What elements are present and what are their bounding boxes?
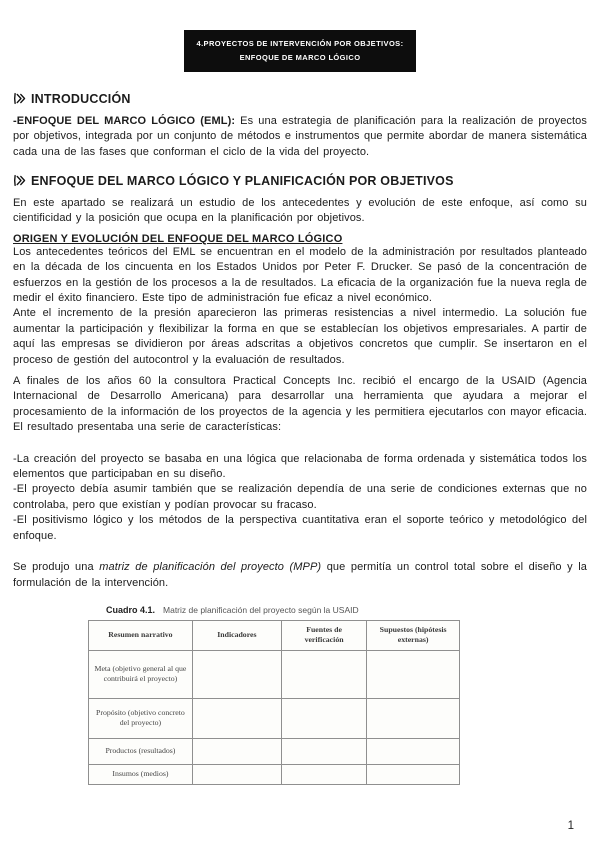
intro-heading <box>13 92 587 106</box>
section-intro-paragraph: En este apartado se realizará un estudio de los antecedentes y evolución de este enfoque, así como su cientificidad y la posición que ocupa en la planificación por objetivos. <box>13 196 587 225</box>
characteristic-item: -El positivismo lógico y los métodos de la perspectiva cuantitativa eran el soporte teórico y metodológico del enfoque. <box>13 514 587 542</box>
intro-heading-label: INTRODUCCIÓN <box>31 91 131 106</box>
resistencias-paragraph: Ante el incremento de la presión aparecieron las primeras resistencias a nivel intermedio. La solución fue aumentar la participación y flexibilizar la forma en que se establecían los objetivos empresariales. A partir de aquí las empresas se dividieron por áreas adscritas a objetivos concretos que cumplir. Se insertaron en el proceso de gestión del autocontrol y la evaluación de resultados. <box>13 307 587 366</box>
mpp-paragraph <box>13 560 587 591</box>
chapter-title-line1: 4.PROYECTOS DE INTERVENCIÓN POR OBJETIVOS: <box>196 39 404 48</box>
table-row <box>89 698 460 738</box>
empty-cell <box>281 650 366 698</box>
section-heading <box>13 174 587 188</box>
empty-cell <box>281 698 366 738</box>
header-supuestos: Supuestos (hipótesis externas) <box>367 620 460 650</box>
empty-cell <box>367 764 460 784</box>
section-heading-label: ENFOQUE DEL MARCO LÓGICO Y PLANIFICACIÓN POR OBJETIVOS <box>31 173 454 188</box>
empty-cell <box>281 738 366 764</box>
table-row <box>89 738 460 764</box>
table-caption <box>106 605 478 615</box>
empty-cell <box>367 698 460 738</box>
table-row <box>89 764 460 784</box>
empty-cell <box>192 764 281 784</box>
header-resumen-narrativo: Resumen narrativo <box>89 620 193 650</box>
table-caption-label: Cuadro 4.1. <box>106 604 156 615</box>
chapter-title-line2: ENFOQUE DE MARCO LÓGICO <box>239 52 361 62</box>
characteristics-list <box>13 452 587 544</box>
table-row <box>89 650 460 698</box>
mpp-matrix-table <box>88 620 460 785</box>
table-header-row <box>89 620 460 650</box>
mpp-paragraph-italic: matriz de planificación del proyecto (MPP) <box>99 561 322 574</box>
row-label-productos: Productos (resultados) <box>89 738 193 764</box>
mpp-paragraph-pre: Se produjo una <box>13 561 100 574</box>
drucker-paragraph: Los antecedentes teóricos del EML se encuentran en el modelo de la administración por resultados planteado en la década de los cincuenta en los Estados Unidos por Peter F. Drucker. Se pasó de la concentración de esfuerzos en la gestión de los procesos a la de resultados. La eficacia de la organización fue la nueva regla de medir el éxito financiero. Este tipo de administración fue eficaz a nivel económico. <box>13 245 587 304</box>
eml-definition-body: Es una estrategia de planificación para la realización de proyectos por objetivos, integrada por un conjunto de métodos e instrumentos que permite abordar de manera sistemática cada una de las fases que conforman el ciclo de la vida del proyecto. <box>13 114 588 158</box>
empty-cell <box>367 738 460 764</box>
empty-cell <box>192 698 281 738</box>
characteristic-item: -El proyecto debía asumir también que se realización dependía de una serie de condiciones externas que no controlaba, pero que existían y podían provocar su fracaso. <box>13 483 587 511</box>
empty-cell <box>192 650 281 698</box>
characteristic-item: -La creación del proyecto se basaba en una lógica que relacionaba de forma ordenada y sistemática todos los elementos que participaban en su diseño. <box>13 452 587 481</box>
origen-subheading: ORIGEN Y EVOLUCIÓN DEL ENFOQUE DEL MARCO LÓGICO <box>13 232 343 245</box>
page-number: 1 <box>567 820 574 832</box>
empty-cell <box>367 650 460 698</box>
row-label-meta: Meta (objetivo general al que contribuirá el proyecto) <box>89 650 193 698</box>
table-caption-text: Matriz de planificación del proyecto según la USAID <box>163 604 359 615</box>
chapter-title-box <box>184 30 416 72</box>
mpp-table-figure <box>88 605 478 785</box>
empty-cell <box>281 764 366 784</box>
double-chevron-arrow-icon <box>13 92 26 105</box>
double-chevron-arrow-icon <box>13 174 26 187</box>
mpp-paragraph-post: que permitía un control total sobre el diseño y la formulación de la intervención. <box>13 561 587 589</box>
empty-cell <box>192 738 281 764</box>
eml-definition-lead: -ENFOQUE DEL MARCO LÓGICO (EML): <box>13 114 236 127</box>
header-fuentes-verificacion: Fuentes de verificación <box>281 620 366 650</box>
row-label-insumos: Insumos (medios) <box>89 764 193 784</box>
usaid-paragraph: A finales de los años 60 la consultora Practical Concepts Inc. recibió el encargo de la USAID (Agencia Internacional de Desarrollo Americana) para desarrollar una herramienta que ayudara a mejorar el procesamiento de la información de los proyectos de la agencia y les permitiera ejecutarlos con mayor eficacia. El resultado presentaba una serie de características: <box>13 375 587 434</box>
header-indicadores: Indicadores <box>192 620 281 650</box>
eml-definition-paragraph <box>13 114 587 160</box>
row-label-proposito: Propósito (objetivo concreto del proyecto) <box>89 698 193 738</box>
